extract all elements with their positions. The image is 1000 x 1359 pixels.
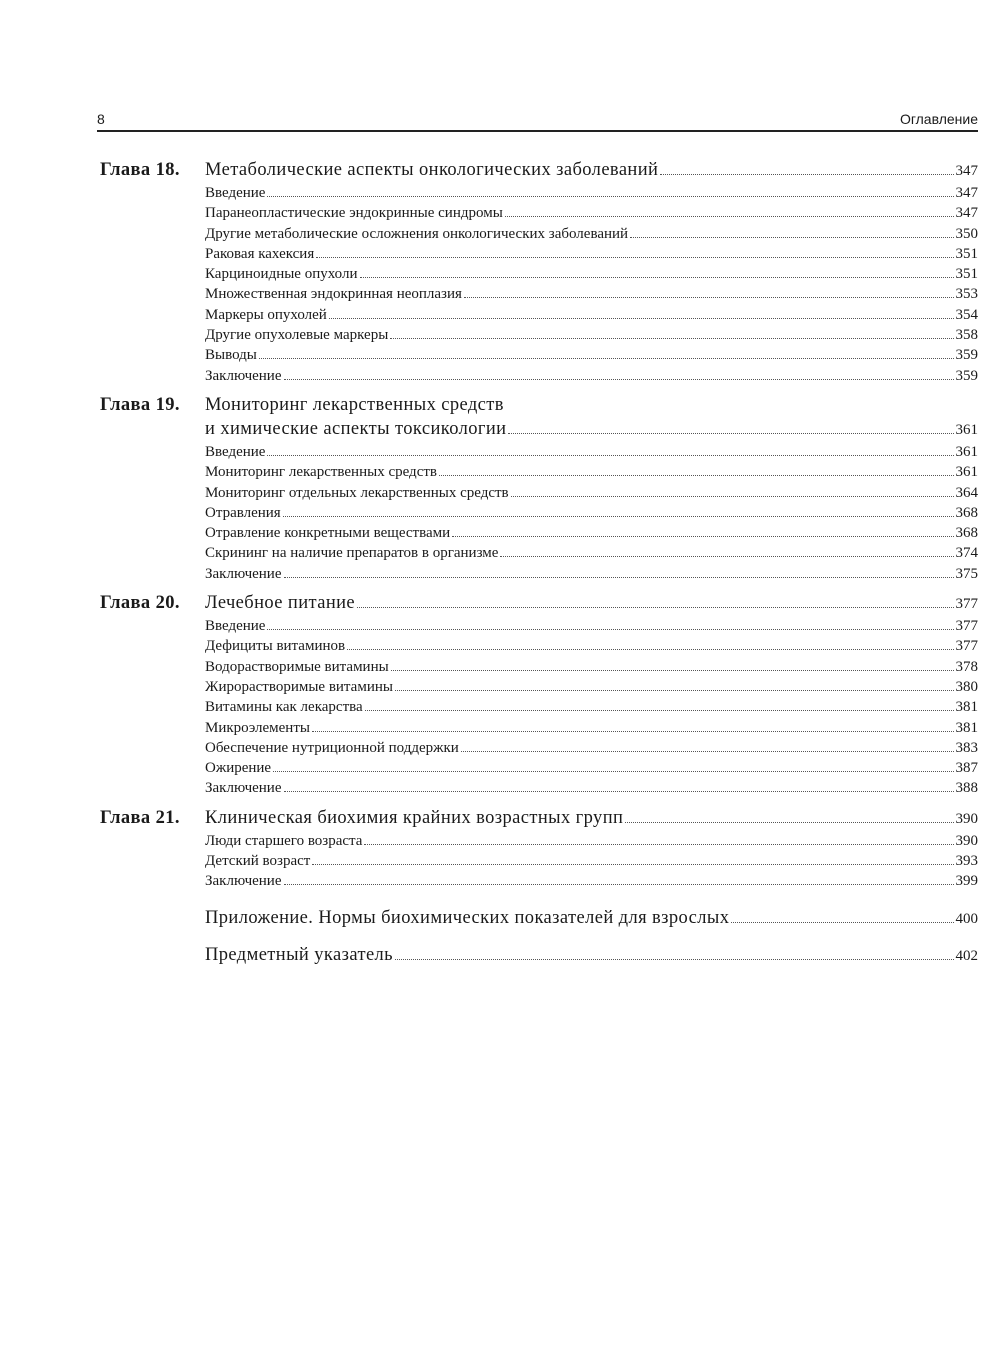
section-page: 358	[955, 327, 978, 344]
chapter-entry	[100, 806, 978, 892]
leader-dots	[360, 277, 954, 278]
leader-dots	[630, 237, 953, 238]
index-title: Предметный указатель	[205, 944, 394, 965]
section-title: Детский возраст	[205, 853, 311, 870]
section-list	[205, 831, 978, 892]
page-header	[97, 110, 978, 132]
section-page: 388	[955, 780, 978, 797]
appendix-entry[interactable]	[205, 906, 978, 931]
appendix-page: 400	[955, 910, 978, 927]
section-entry[interactable]	[205, 244, 978, 264]
section-page: 368	[955, 504, 978, 521]
section-entry[interactable]	[205, 636, 978, 656]
section-title: Скрининг на наличие препаратов в организме	[205, 545, 499, 562]
chapter-title: и химические аспекты токсикологии	[205, 418, 507, 439]
section-entry[interactable]	[205, 203, 978, 223]
chapter-title-line	[205, 417, 978, 442]
section-entry[interactable]	[205, 564, 978, 584]
index-page: 402	[955, 947, 978, 964]
section-title: Карциноидные опухоли	[205, 266, 358, 283]
leader-dots	[464, 297, 954, 298]
leader-dots	[284, 884, 954, 885]
section-page: 377	[955, 618, 978, 635]
chapter-heading[interactable]	[100, 393, 978, 442]
section-title: Выводы	[205, 347, 257, 364]
leader-dots	[390, 338, 953, 339]
section-title: Паранеопластические эндокринные синдромы	[205, 205, 503, 222]
leader-dots	[329, 318, 954, 319]
leader-dots	[660, 174, 953, 175]
section-page: 347	[955, 205, 978, 222]
page-number: 8	[97, 111, 105, 127]
section-page: 347	[955, 185, 978, 201]
leader-dots	[731, 922, 953, 923]
section-title: Люди старшего возраста	[205, 832, 363, 849]
section-title: Отравление конкретными веществами	[205, 525, 451, 542]
chapter-page: 361	[955, 421, 978, 438]
section-title: Мониторинг лекарственных средств	[205, 464, 437, 481]
leader-dots	[391, 670, 954, 671]
section-title: Введение	[205, 618, 266, 635]
chapter-title-block	[205, 591, 978, 616]
section-page: 383	[955, 739, 978, 756]
section-entry[interactable]	[205, 264, 978, 284]
section-entry[interactable]	[205, 677, 978, 697]
section-entry[interactable]	[205, 345, 978, 365]
chapter-title: Лечебное питание	[205, 593, 356, 614]
chapter-heading[interactable]	[100, 591, 978, 616]
leader-dots	[508, 433, 953, 434]
section-entry[interactable]	[205, 503, 978, 523]
chapter-title-line	[205, 591, 978, 616]
chapter-entry	[100, 158, 978, 386]
section-entry[interactable]	[205, 657, 978, 677]
section-entry[interactable]	[205, 851, 978, 871]
section-title: Дефициты витаминов	[205, 638, 346, 655]
chapter-title: Клиническая биохимия крайних возрастных групп	[205, 807, 624, 828]
section-entry[interactable]	[205, 616, 978, 636]
section-title: Мониторинг отдельных лекарственных средств	[205, 484, 509, 501]
section-title: Введение	[205, 443, 266, 460]
chapter-entry	[100, 393, 978, 584]
leader-dots	[625, 822, 953, 823]
leader-dots	[505, 216, 954, 217]
chapter-label: Глава 18.	[100, 160, 180, 180]
leader-dots	[452, 536, 953, 537]
chapter-entry	[100, 591, 978, 799]
chapter-title: Метаболические аспекты онкологических заболеваний	[205, 160, 659, 180]
leader-dots	[312, 864, 953, 865]
section-title: Другие метаболические осложнения онкологических заболеваний	[205, 225, 629, 242]
section-page: 374	[955, 545, 978, 562]
chapter-page: 377	[955, 596, 978, 613]
leader-dots	[312, 731, 954, 732]
section-title: Ожирение	[205, 760, 272, 777]
chapter-title-block	[205, 393, 978, 442]
chapter-label: Глава 20.	[100, 593, 180, 614]
section-page: 364	[955, 484, 978, 501]
section-entry[interactable]	[205, 483, 978, 503]
section-title: Заключение	[205, 780, 282, 797]
section-page: 390	[955, 832, 978, 849]
chapter-title-line	[205, 158, 978, 183]
leader-dots	[267, 629, 953, 630]
section-page: 381	[955, 699, 978, 716]
section-list	[205, 442, 978, 584]
section-entry[interactable]	[205, 871, 978, 891]
leader-dots	[259, 358, 954, 359]
section-title: Витамины как лекарства	[205, 699, 363, 716]
section-list	[205, 616, 978, 799]
section-page: 381	[955, 719, 978, 736]
section-title: Водорастворимые витамины	[205, 658, 389, 675]
section-entry[interactable]	[205, 366, 978, 386]
chapter-heading[interactable]	[100, 806, 978, 831]
section-page: 393	[955, 853, 978, 870]
running-title: Оглавление	[899, 111, 978, 127]
section-entry[interactable]	[205, 462, 978, 482]
section-entry[interactable]	[205, 224, 978, 244]
leader-dots	[284, 379, 954, 380]
section-page: 368	[955, 525, 978, 542]
leader-dots	[357, 607, 953, 608]
section-page: 377	[955, 638, 978, 655]
section-entry[interactable]	[205, 831, 978, 851]
index-entry[interactable]	[205, 943, 978, 968]
leader-dots	[267, 196, 953, 197]
leader-dots	[511, 496, 954, 497]
section-entry[interactable]	[205, 325, 978, 345]
leader-dots	[273, 771, 953, 772]
leader-dots	[284, 791, 954, 792]
section-title: Отравления	[205, 504, 281, 521]
section-entry[interactable]	[205, 738, 978, 758]
section-entry[interactable]	[205, 183, 978, 203]
leader-dots	[395, 959, 953, 960]
section-title: Обеспечение нутриционной поддержки	[205, 739, 459, 756]
section-title: Заключение	[205, 367, 282, 384]
section-page: 375	[955, 565, 978, 582]
section-page: 380	[955, 678, 978, 695]
section-page: 359	[955, 367, 978, 384]
section-page: 350	[955, 225, 978, 242]
leader-dots	[267, 455, 953, 456]
section-title: Другие опухолевые маркеры	[205, 327, 389, 344]
leader-dots	[284, 577, 954, 578]
appendix-title: Приложение. Нормы биохимических показателей для взрослых	[205, 907, 730, 928]
section-entry[interactable]	[205, 543, 978, 563]
chapter-page: 390	[955, 810, 978, 827]
section-title: Введение	[205, 185, 266, 201]
section-title: Маркеры опухолей	[205, 306, 327, 323]
section-list	[205, 183, 978, 386]
section-entry[interactable]	[205, 523, 978, 543]
leader-dots	[283, 516, 954, 517]
section-title: Раковая кахексия	[205, 245, 315, 262]
chapter-heading[interactable]	[100, 158, 978, 183]
section-title: Жирорастворимые витамины	[205, 678, 393, 695]
chapter-label: Глава 19.	[100, 394, 180, 415]
leader-dots	[316, 257, 953, 258]
chapter-title-line	[205, 806, 978, 831]
chapter-title: Мониторинг лекарственных средств	[205, 394, 504, 415]
section-entry[interactable]	[205, 442, 978, 462]
section-page: 353	[955, 286, 978, 303]
section-entry[interactable]	[205, 305, 978, 325]
section-entry[interactable]	[205, 718, 978, 738]
chapter-title-line	[205, 393, 978, 417]
chapter-title-block	[205, 158, 978, 183]
section-entry[interactable]	[205, 697, 978, 717]
section-title: Заключение	[205, 565, 282, 582]
section-page: 351	[955, 266, 978, 283]
leader-dots	[347, 649, 953, 650]
leader-dots	[500, 556, 953, 557]
section-entry[interactable]	[205, 758, 978, 778]
chapter-page: 347	[955, 163, 978, 179]
chapter-list	[100, 158, 978, 892]
section-title: Заключение	[205, 873, 282, 890]
section-page: 351	[955, 245, 978, 262]
section-entry[interactable]	[205, 284, 978, 304]
leader-dots	[461, 751, 954, 752]
section-title: Множественная эндокринная неоплазия	[205, 286, 462, 303]
leader-dots	[395, 690, 954, 691]
leader-dots	[439, 475, 954, 476]
section-entry[interactable]	[205, 778, 978, 798]
section-page: 354	[955, 306, 978, 323]
section-title: Микроэлементы	[205, 719, 310, 736]
section-page: 378	[955, 658, 978, 675]
section-page: 399	[955, 873, 978, 890]
chapter-title-block	[205, 806, 978, 831]
leader-dots	[364, 844, 953, 845]
section-page: 361	[955, 464, 978, 481]
chapter-label: Глава 21.	[100, 807, 180, 828]
section-page: 361	[955, 443, 978, 460]
leader-dots	[365, 710, 954, 711]
table-of-contents	[100, 158, 978, 968]
section-page: 387	[955, 760, 978, 777]
section-page: 359	[955, 347, 978, 364]
